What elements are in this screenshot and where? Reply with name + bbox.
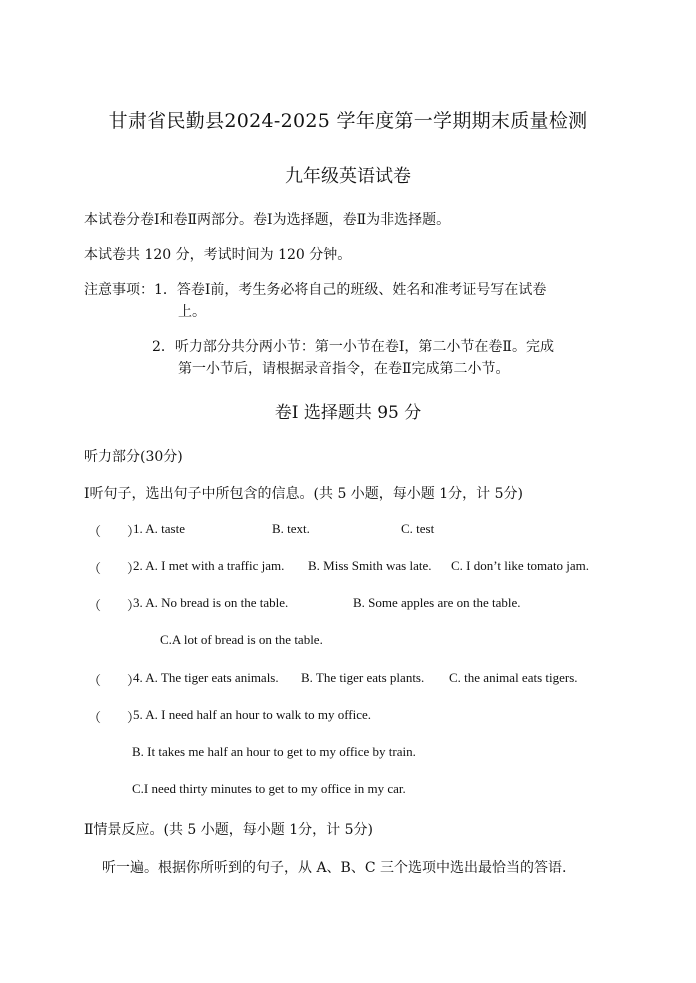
notice-item-1-continued: 上。 [178, 304, 206, 320]
part2-instruction: 听一遍。根据你所听到的句子，从 A、B、C 三个选项中选出最恰当的答语. [102, 860, 567, 876]
answer-blank[interactable]: （ ） [88, 525, 141, 540]
option-c: C. test [401, 521, 435, 536]
listening-label: 听力部分(30分) [84, 449, 183, 465]
option-b: B. text. [272, 521, 310, 536]
option-c: C.A lot of bread is on the table. [160, 632, 323, 647]
exam-title: 甘肃省民勤县2024-2025 学年度第一学期期末质量检测 [108, 110, 588, 132]
exam-subtitle: 九年级英语试卷 [285, 166, 411, 187]
option-a: 3. A. No bread is on the table. [133, 595, 289, 610]
option-a: 1. A. taste [133, 521, 185, 536]
option-a: 5. A. I need half an hour to walk to my office. [133, 707, 372, 722]
option-c: C.I need thirty minutes to get to my office in my car. [132, 781, 406, 796]
part1-title: Ⅰ听句子，选出句子中所包含的信息。(共 5 小题，每小题 1分，计 5分) [84, 486, 523, 502]
answer-blank[interactable]: （ ） [88, 562, 141, 577]
option-b: B. The tiger eats plants. [301, 670, 425, 685]
intro-line-1: 本试卷分卷Ⅰ和卷Ⅱ两部分。卷Ⅰ为选择题，卷Ⅱ为非选择题。 [84, 212, 451, 228]
option-c: C. I don’t like tomato jam. [451, 558, 590, 573]
option-b: B. It takes me half an hour to get to my office by train. [132, 744, 416, 759]
question-row [88, 595, 141, 614]
notice-item-1: 注意事项：1．答卷Ⅰ前，考生务必将自己的班级、姓名和准考证号写在试卷 [84, 282, 547, 298]
question-row [88, 558, 141, 577]
option-c: C. the animal eats tigers. [449, 670, 578, 685]
section-heading: 卷Ⅰ 选择题共 95 分 [274, 403, 422, 423]
answer-blank[interactable]: （ ） [88, 674, 141, 689]
answer-blank[interactable]: （ ） [88, 599, 141, 614]
intro-line-2: 本试卷共 120 分，考试时间为 120 分钟。 [84, 247, 352, 263]
option-b: B. Some apples are on the table. [353, 595, 521, 610]
question-row [88, 521, 141, 540]
option-b: B. Miss Smith was late. [308, 558, 432, 573]
option-a: 2. A. I met with a traffic jam. [133, 558, 285, 573]
question-row [88, 707, 141, 726]
option-a: 4. A. The tiger eats animals. [133, 670, 279, 685]
question-row [88, 670, 141, 689]
notice-item-2: 2．听力部分共分两小节：第一小节在卷Ⅰ，第二小节在卷Ⅱ。完成 [152, 339, 554, 355]
answer-blank[interactable]: （ ） [88, 711, 141, 726]
notice-item-2-continued: 第一小节后，请根据录音指令，在卷Ⅱ完成第二小节。 [178, 361, 510, 377]
part2-title: Ⅱ情景反应。(共 5 小题，每小题 1分，计 5分) [84, 822, 373, 838]
